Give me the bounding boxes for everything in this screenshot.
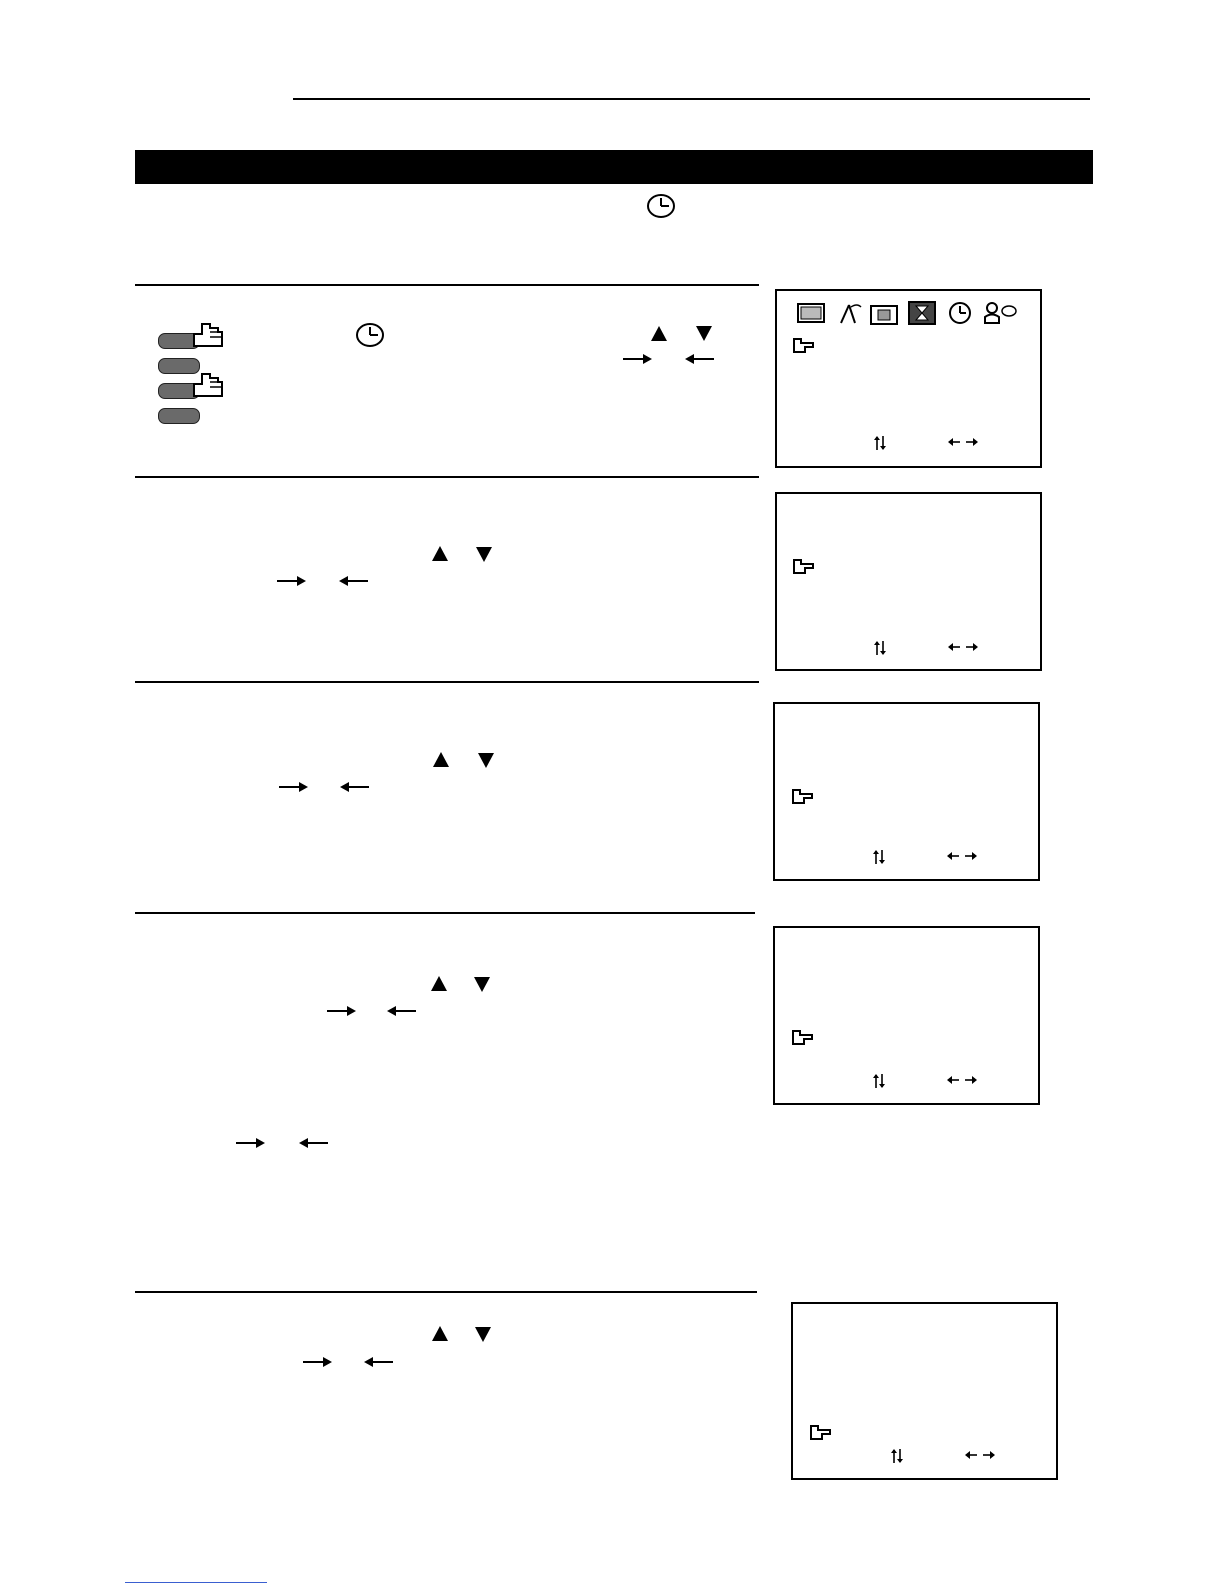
- left-arrow-icon: [363, 1356, 393, 1368]
- up-arrow-icon: [432, 546, 448, 561]
- up-down-arrows-icon: [873, 435, 887, 451]
- down-arrow-icon: [478, 753, 494, 768]
- left-right-arrows-icon: [947, 851, 977, 861]
- down-arrow-icon: [476, 547, 492, 562]
- left-right-arrows-icon: [948, 642, 978, 652]
- header-rule: [293, 98, 1090, 100]
- clock-icon: [946, 301, 974, 325]
- finger-press-icon: [192, 322, 224, 348]
- clock-icon: [355, 322, 385, 348]
- left-arrow-icon: [386, 1005, 416, 1017]
- up-arrow-icon: [433, 752, 449, 767]
- left-arrow-icon: [339, 781, 369, 793]
- pointing-hand-icon: [810, 1424, 832, 1440]
- tv-screen-main-menu: [775, 289, 1042, 468]
- clock-icon: [646, 193, 676, 219]
- pointing-hand-icon: [793, 337, 815, 353]
- timer-icon: [908, 301, 936, 325]
- tv-screen-submenu-4: [791, 1302, 1058, 1480]
- right-arrow-icon: [623, 353, 653, 365]
- right-arrow-icon: [279, 781, 309, 793]
- remote-button-icon: [158, 408, 200, 424]
- right-arrow-icon: [277, 575, 307, 587]
- section-title-bar: [135, 150, 1093, 184]
- left-arrow-icon: [684, 353, 714, 365]
- left-right-arrows-icon: [965, 1450, 995, 1460]
- section-4-rule: [135, 912, 755, 914]
- right-arrow-icon: [236, 1137, 266, 1149]
- left-arrow-icon: [298, 1137, 328, 1149]
- up-arrow-icon: [432, 1326, 448, 1341]
- up-down-arrows-icon: [872, 1073, 886, 1089]
- left-arrow-icon: [338, 575, 368, 587]
- section-2-rule: [135, 476, 759, 478]
- right-arrow-icon: [303, 1356, 333, 1368]
- up-down-arrows-icon: [890, 1448, 904, 1464]
- pointing-hand-icon: [792, 1029, 814, 1045]
- tuning-icon: [835, 301, 863, 325]
- bottom-link-underline[interactable]: [125, 1582, 267, 1583]
- person-icon: [983, 301, 1017, 325]
- tv-screen-submenu-2: [773, 702, 1040, 881]
- picture-icon: [797, 303, 825, 323]
- pointing-hand-icon: [793, 558, 815, 574]
- tv-screen-submenu-3: [773, 926, 1040, 1105]
- section-3-rule: [135, 681, 759, 683]
- pointing-hand-icon: [792, 788, 814, 804]
- down-arrow-icon: [475, 1327, 491, 1342]
- right-arrow-icon: [327, 1005, 357, 1017]
- left-right-arrows-icon: [948, 437, 978, 447]
- tv-screen-submenu-1: [775, 492, 1042, 671]
- left-right-arrows-icon: [947, 1075, 977, 1085]
- down-arrow-icon: [696, 326, 712, 341]
- up-down-arrows-icon: [873, 640, 887, 656]
- section-1-rule: [135, 284, 759, 286]
- teletext-icon: [870, 303, 898, 325]
- section-5-rule: [135, 1291, 757, 1293]
- up-arrow-icon: [431, 976, 447, 991]
- down-arrow-icon: [474, 977, 490, 992]
- finger-press-icon: [192, 372, 224, 398]
- up-down-arrows-icon: [872, 849, 886, 865]
- up-arrow-icon: [651, 326, 667, 341]
